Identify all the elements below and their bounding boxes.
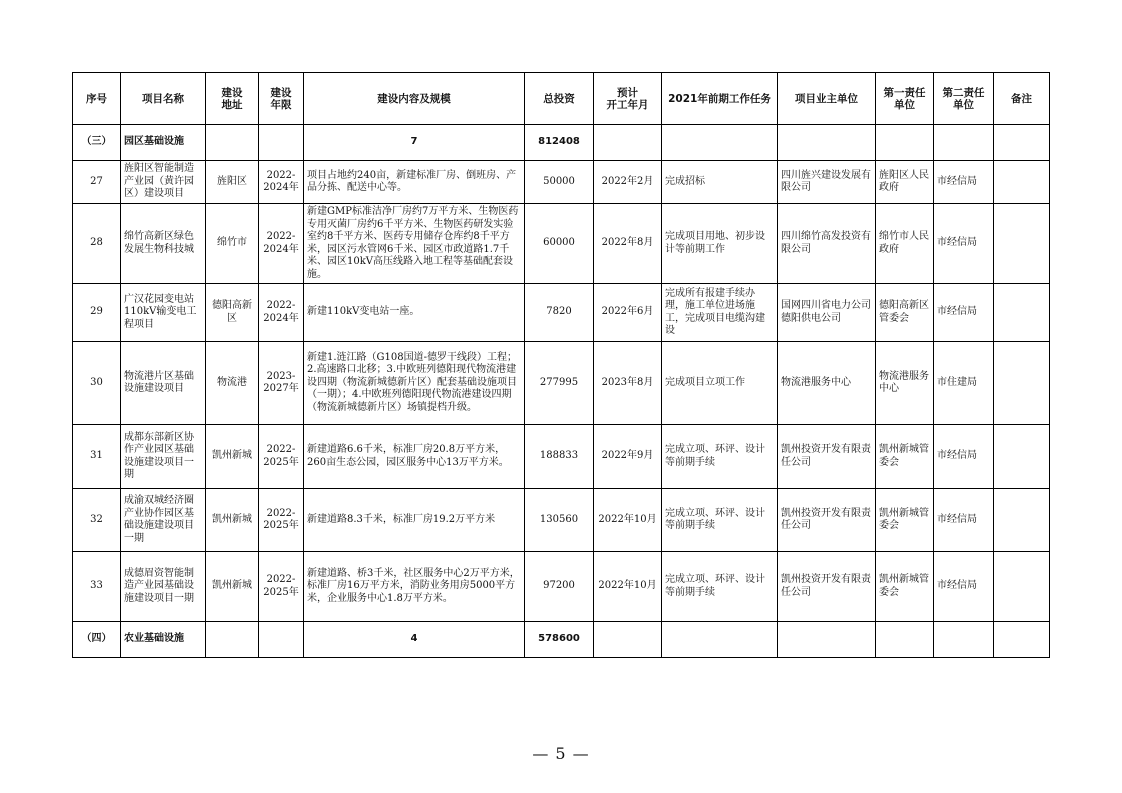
- cell-years: 2022-2024年: [259, 161, 304, 204]
- cell-owner: 四川绵竹高发投资有限公司: [778, 204, 876, 284]
- cell-resp2: 市住建局: [934, 342, 994, 425]
- cell-owner: 凯州投资开发有限责任公司: [778, 489, 876, 552]
- cell-start: 2023年8月: [594, 342, 662, 425]
- cell-location: 绵竹市: [206, 204, 259, 284]
- cell-resp1: 旌阳区人民政府: [876, 161, 934, 204]
- cell-owner: 国网四川省电力公司德阳供电公司: [778, 284, 876, 342]
- cell-resp2: 市经信局: [934, 552, 994, 622]
- col-investment-header: 总投资: [525, 73, 594, 125]
- cell-name: 旌阳区智能制造产业园（黄许园区）建设项目: [121, 161, 206, 204]
- section-empty: [662, 125, 778, 161]
- cell-start: 2022年9月: [594, 425, 662, 489]
- cell-resp2: 市经信局: [934, 489, 994, 552]
- table-row: [73, 425, 1050, 489]
- cell-no: 27: [73, 161, 121, 204]
- section-empty: [994, 125, 1050, 161]
- cell-start: 2022年8月: [594, 204, 662, 284]
- cell-investment: 60000: [525, 204, 594, 284]
- col-start-header: 预计 开工年月: [594, 73, 662, 125]
- cell-no: 29: [73, 284, 121, 342]
- cell-investment: 277995: [525, 342, 594, 425]
- cell-no: 32: [73, 489, 121, 552]
- cell-resp1: 物流港服务中心: [876, 342, 934, 425]
- section-empty: [778, 622, 876, 658]
- section-number: （四）: [73, 622, 121, 658]
- cell-content: 新建110kV变电站一座。: [304, 284, 525, 342]
- cell-name: 物流港片区基础设施建设项目: [121, 342, 206, 425]
- section-number: （三）: [73, 125, 121, 161]
- cell-years: 2023-2027年: [259, 342, 304, 425]
- section-empty: [594, 125, 662, 161]
- section-empty: [662, 622, 778, 658]
- section-row: [73, 622, 1050, 658]
- cell-start: 2022年10月: [594, 552, 662, 622]
- cell-resp1: 凯州新城管委会: [876, 425, 934, 489]
- table-row: [73, 489, 1050, 552]
- cell-owner: 物流港服务中心: [778, 342, 876, 425]
- section-empty: [206, 125, 259, 161]
- cell-start: 2022年6月: [594, 284, 662, 342]
- section-empty: [934, 125, 994, 161]
- page-number: — 5 —: [532, 744, 590, 763]
- section-empty: [594, 622, 662, 658]
- cell-no: 30: [73, 342, 121, 425]
- cell-name: 成德眉资智能制造产业园基础设施建设项目一期: [121, 552, 206, 622]
- cell-content: 新建道路、桥3千米，社区服务中心2万平方米，标准厂房16万平方米，消防业务用房5000平方米，企业服务中心1.8万平方米。: [304, 552, 525, 622]
- table-row: [73, 204, 1050, 284]
- col-content-header: 建设内容及规模: [304, 73, 525, 125]
- cell-years: 2022-2025年: [259, 552, 304, 622]
- cell-resp1: 凯州新城管委会: [876, 489, 934, 552]
- cell-resp1: 凯州新城管委会: [876, 552, 934, 622]
- cell-task: 完成所有报建手续办理，施工单位进场施工，完成项目电缆沟建设: [662, 284, 778, 342]
- cell-investment: 7820: [525, 284, 594, 342]
- cell-name: 成渝双城经济圈产业协作园区基础设施建设项目一期: [121, 489, 206, 552]
- cell-note: [994, 204, 1050, 284]
- section-total: 812408: [525, 125, 594, 161]
- cell-content: 项目占地约240亩，新建标准厂房、倒班房、产品分拣、配送中心等。: [304, 161, 525, 204]
- cell-owner: 四川旌兴建设发展有限公司: [778, 161, 876, 204]
- cell-content: 新建道路8.3千米，标准厂房19.2万平方米: [304, 489, 525, 552]
- cell-task: 完成项目用地、初步设计等前期工作: [662, 204, 778, 284]
- cell-location: 凯州新城: [206, 552, 259, 622]
- cell-years: 2022-2024年: [259, 204, 304, 284]
- cell-no: 28: [73, 204, 121, 284]
- cell-name: 广汉花园变电站110kV输变电工程项目: [121, 284, 206, 342]
- section-empty: [876, 125, 934, 161]
- cell-no: 31: [73, 425, 121, 489]
- col-note-header: 备注: [994, 73, 1050, 125]
- cell-content: 新建GMP标准洁净厂房约7万平方米、生物医药专用灭菌厂房约6千平方米、生物医药研发实验室约8千平方米、医药专用储存仓库约8千平方米，园区污水管网6千米、园区市政道路1.7千米、园区10kV高压线路入地工程等基础配套设施。: [304, 204, 525, 284]
- cell-task: 完成立项、环评、设计等前期手续: [662, 489, 778, 552]
- cell-name: 成都东部新区协作产业园区基础设施建设项目一期: [121, 425, 206, 489]
- table-row: [73, 284, 1050, 342]
- col-resp2-header: 第二责任 单位: [934, 73, 994, 125]
- cell-no: 33: [73, 552, 121, 622]
- cell-note: [994, 161, 1050, 204]
- cell-owner: 凯州投资开发有限责任公司: [778, 425, 876, 489]
- section-count: 4: [304, 622, 525, 658]
- section-empty: [206, 622, 259, 658]
- col-resp1-header: 第一责任 单位: [876, 73, 934, 125]
- cell-resp1: 绵竹市人民政府: [876, 204, 934, 284]
- cell-task: 完成立项、环评、设计等前期手续: [662, 552, 778, 622]
- section-row: [73, 125, 1050, 161]
- cell-investment: 50000: [525, 161, 594, 204]
- section-empty: [994, 622, 1050, 658]
- cell-note: [994, 425, 1050, 489]
- cell-task: 完成立项、环评、设计等前期手续: [662, 425, 778, 489]
- col-years-header: 建设 年限: [259, 73, 304, 125]
- section-total: 578600: [525, 622, 594, 658]
- cell-resp2: 市经信局: [934, 161, 994, 204]
- col-name-header: 项目名称: [121, 73, 206, 125]
- cell-location: 物流港: [206, 342, 259, 425]
- cell-note: [994, 489, 1050, 552]
- col-location-header: 建设 地址: [206, 73, 259, 125]
- cell-resp1: 德阳高新区管委会: [876, 284, 934, 342]
- section-empty: [778, 125, 876, 161]
- cell-investment: 130560: [525, 489, 594, 552]
- cell-owner: 凯州投资开发有限责任公司: [778, 552, 876, 622]
- col-task-header: 2021年前期工作任务: [662, 73, 778, 125]
- cell-location: 凯州新城: [206, 425, 259, 489]
- section-name: 园区基础设施: [121, 125, 206, 161]
- project-table: [72, 72, 1050, 658]
- col-owner-header: 项目业主单位: [778, 73, 876, 125]
- cell-investment: 97200: [525, 552, 594, 622]
- cell-name: 绵竹高新区绿色发展生物科技城: [121, 204, 206, 284]
- cell-years: 2022-2025年: [259, 425, 304, 489]
- section-name: 农业基础设施: [121, 622, 206, 658]
- cell-location: 凯州新城: [206, 489, 259, 552]
- section-count: 7: [304, 125, 525, 161]
- cell-location: 旌阳区: [206, 161, 259, 204]
- table-row: [73, 342, 1050, 425]
- cell-start: 2022年10月: [594, 489, 662, 552]
- cell-investment: 188833: [525, 425, 594, 489]
- cell-content: 新建道路6.6千米，标准厂房20.8万平方米，260亩生态公园，园区服务中心13万平方米。: [304, 425, 525, 489]
- cell-years: 2022-2024年: [259, 284, 304, 342]
- col-no-header: 序号: [73, 73, 121, 125]
- cell-location: 德阳高新区: [206, 284, 259, 342]
- table-row: [73, 161, 1050, 204]
- section-empty: [934, 622, 994, 658]
- cell-note: [994, 552, 1050, 622]
- cell-note: [994, 342, 1050, 425]
- cell-resp2: 市经信局: [934, 284, 994, 342]
- cell-note: [994, 284, 1050, 342]
- cell-resp2: 市经信局: [934, 204, 994, 284]
- table-row: [73, 552, 1050, 622]
- cell-resp2: 市经信局: [934, 425, 994, 489]
- cell-task: 完成项目立项工作: [662, 342, 778, 425]
- cell-task: 完成招标: [662, 161, 778, 204]
- section-empty: [876, 622, 934, 658]
- cell-content: 新建1.涟江路（G108国道-德罗干线段）工程；2.高速路口北移；3.中欧班列德阳现代物流港建设四期（物流新城德新片区）配套基础设施项目（一期）；4.中欧班列德阳现代物流港建设四期（物流新城德新片区）场镇提档升级。: [304, 342, 525, 425]
- header-row: [73, 73, 1050, 125]
- section-empty: [259, 125, 304, 161]
- section-empty: [259, 622, 304, 658]
- cell-years: 2022-2025年: [259, 489, 304, 552]
- cell-start: 2022年2月: [594, 161, 662, 204]
